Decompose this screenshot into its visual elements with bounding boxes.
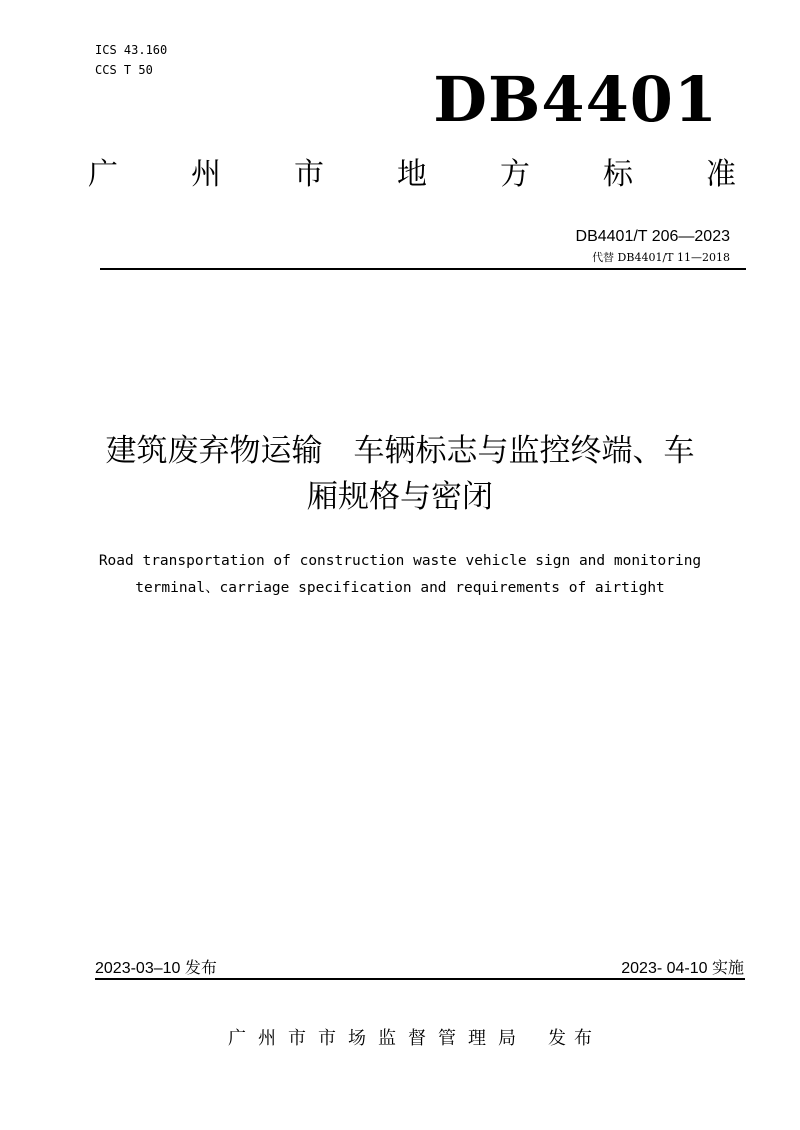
publisher-org: 广州市市场监督管理局	[228, 1028, 528, 1049]
standard-type-char: 方	[500, 157, 530, 192]
english-title	[40, 548, 760, 602]
classification-codes	[95, 40, 167, 80]
standard-type-char: 准	[706, 157, 736, 192]
replaces-standard: 代替 DB4401/T 11—2018	[592, 251, 730, 264]
standard-number: DB4401/T 206—2023	[575, 228, 730, 245]
implementation-date: 2023- 04-10 实施	[621, 960, 744, 977]
english-title-line: Road transportation of construction waste vehicle sign and monitoring	[98, 553, 702, 569]
ccs-code: CCS T 50	[95, 63, 153, 77]
publisher-label: 发布	[548, 1028, 600, 1049]
standard-type	[88, 152, 736, 198]
standard-type-char: 州	[191, 157, 221, 192]
issue-date: 2023-03–10 发布	[95, 960, 217, 977]
chinese-title-line: 建筑废弃物运输 车辆标志与监控终端、车	[105, 433, 695, 469]
publisher-line	[228, 1026, 600, 1052]
standard-type-char: 市	[294, 157, 324, 192]
standard-type-char: 标	[603, 157, 633, 192]
chinese-title	[40, 428, 760, 520]
ics-code: ICS 43.160	[95, 43, 168, 57]
standard-type-char: 广	[88, 157, 118, 192]
english-title-line: terminal、carriage specification and requirements of airtight	[135, 580, 665, 596]
bottom-divider	[95, 978, 745, 980]
top-divider	[100, 268, 746, 270]
standard-code-heading: DB4401	[433, 63, 718, 136]
standard-type-char: 地	[397, 157, 427, 192]
chinese-title-line: 厢规格与密闭	[307, 479, 493, 515]
